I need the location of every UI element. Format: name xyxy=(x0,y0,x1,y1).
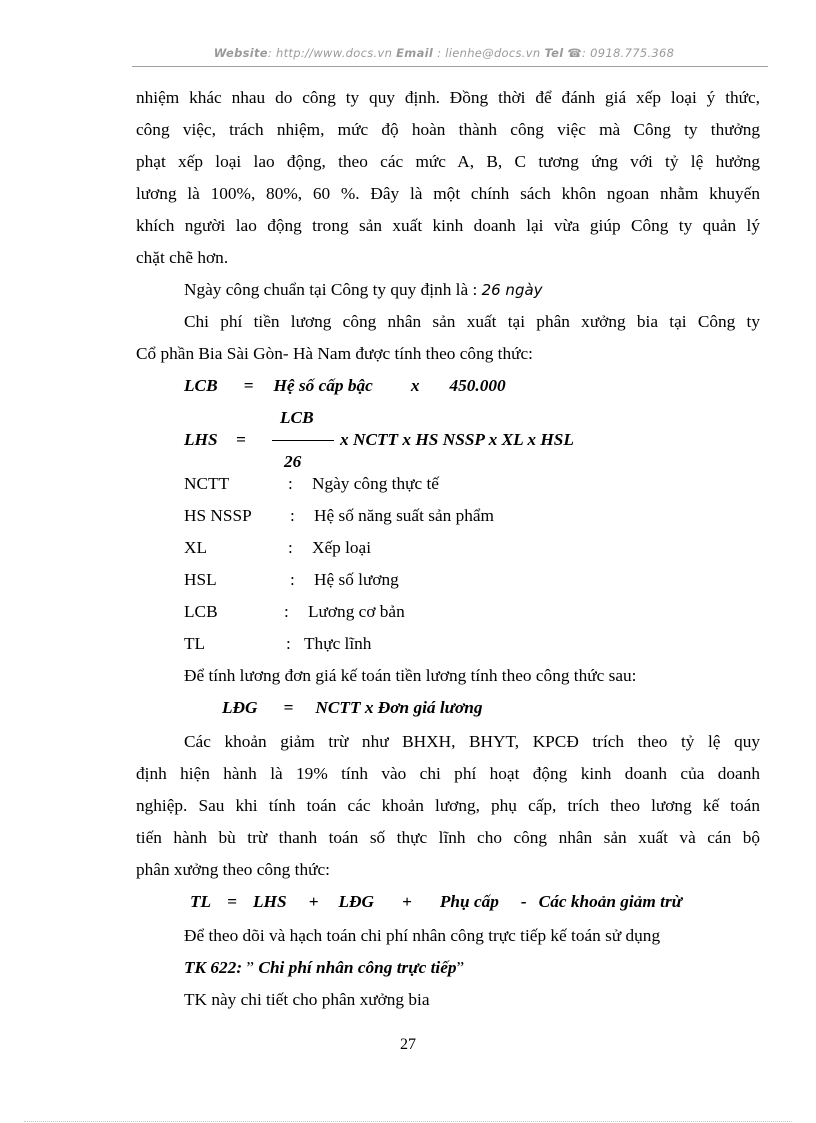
formula-ldg-eq: = xyxy=(283,698,294,717)
fraction-denominator: 26 xyxy=(284,452,302,471)
definition-row xyxy=(184,468,439,500)
formula-lcb xyxy=(184,370,506,402)
definition-key: XL xyxy=(184,538,208,557)
formula-tl xyxy=(190,886,682,918)
formula-tl-op3: - xyxy=(520,892,527,911)
formula-lhs-eq: = xyxy=(236,430,246,449)
definition-row xyxy=(184,564,399,596)
website-label: Website xyxy=(213,46,268,60)
definition-value: Xếp loại xyxy=(312,538,372,557)
definition-sep: : xyxy=(288,538,293,557)
formula-tl-lhs: TL xyxy=(190,892,212,911)
formula-lcb-lhs: LCB xyxy=(184,376,218,395)
definition-row xyxy=(184,596,405,628)
account-code: TK 622: xyxy=(184,958,243,977)
definition-sep: : xyxy=(290,506,295,525)
para2-line-1: Chi phí tiền lương công nhân sản xuất tại phân xưởng bia tại Công ty xyxy=(184,312,760,331)
account-name: Chi phí nhân công trực tiếp xyxy=(258,958,457,977)
fraction-bar xyxy=(272,440,334,441)
definition-row xyxy=(184,532,372,564)
para3-line: tiến hành bù trừ thanh toán số thực lĩnh cho công nhân sản xuất và cán bộ xyxy=(136,828,760,847)
para2-line-2: Cổ phần Bia Sài Gòn- Hà Nam được tính theo công thức: xyxy=(136,344,533,363)
para3-line: phân xưởng theo công thức: xyxy=(136,860,330,879)
para1-line: nhiệm khác nhau do công ty quy định. Đồng thời để đánh giá xếp loại ý thức, xyxy=(136,88,760,107)
para1-line: khích người lao động trong sản xuất kinh doanh lại vừa giúp Công ty quản lý xyxy=(136,216,760,235)
fraction-numerator: LCB xyxy=(280,408,314,427)
formula-tl-eq: = xyxy=(227,892,237,911)
account-open-quote: ” xyxy=(246,958,255,977)
header-rule xyxy=(132,66,768,67)
phone-icon: ☎ xyxy=(567,46,583,60)
page-number: 27 xyxy=(400,1036,416,1053)
para1-line: chặt chẽ hơn. xyxy=(136,248,229,267)
para1-line: phạt xếp loại lao động, theo các mức A, B, C tương ứng với tỷ lệ hưởng xyxy=(136,152,760,171)
website-value: : http://www.docs.vn xyxy=(267,46,393,60)
tel-label: Tel xyxy=(544,46,564,60)
standard-days-label: Ngày công chuẩn tại Công ty quy định là : xyxy=(184,280,478,299)
definition-value: Hệ số lương xyxy=(314,570,399,589)
definition-sep: : xyxy=(290,570,295,589)
para3-line: Các khoản giảm trừ như BHXH, BHYT, KPCĐ trích theo tỷ lệ quy xyxy=(184,732,760,751)
para3-line: nghiệp. Sau khi tính toán các khoản lương, phụ cấp, trích theo lương kế toán xyxy=(136,796,760,815)
formula-tl-op2: + xyxy=(401,892,412,911)
definition-key: HS NSSP xyxy=(184,506,252,525)
tracking-line: Để theo dõi và hạch toán chi phí nhân công trực tiếp kế toán sử dụng xyxy=(184,926,661,945)
formula-tl-term1: LHS xyxy=(252,892,287,911)
formula-tl-term3: Phụ cấp xyxy=(439,892,499,911)
definition-value: Lương cơ bản xyxy=(308,602,405,621)
account-line xyxy=(184,952,464,984)
definition-sep: : xyxy=(284,602,289,621)
definition-key: TL xyxy=(184,634,206,653)
standard-days-line xyxy=(184,274,543,306)
formula-tl-term4: Các khoản giảm trừ xyxy=(538,892,683,911)
para3-line: định hiện hành là 19% tính vào chi phí hoạt động kinh doanh của doanh xyxy=(136,764,760,783)
formula-ldg xyxy=(222,692,483,724)
definition-value: Ngày công thực tế xyxy=(312,474,439,493)
definition-key: HSL xyxy=(184,570,217,589)
definition-row xyxy=(184,628,372,660)
page-header xyxy=(120,46,768,60)
definition-key: NCTT xyxy=(184,474,230,493)
definition-value: Hệ số năng suất sản phẩm xyxy=(314,506,494,525)
formula-lhs-rest: x NCTT x HS NSSP x XL x HSL xyxy=(340,430,574,449)
para1-line: lương là 100%, 80%, 60 %. Đây là một chính sách khôn ngoan nhằm khuyến xyxy=(136,184,760,203)
para1-line: công việc, trách nhiệm, mức độ hoàn thành công việc mà Công ty thưởng xyxy=(136,120,760,139)
tel-value: : 0918.775.368 xyxy=(582,46,675,60)
formula-lcb-term: Hệ số cấp bậc xyxy=(273,376,373,395)
definition-sep: : xyxy=(286,634,291,653)
standard-days-value: 26 ngày xyxy=(481,281,543,299)
definition-key: LCB xyxy=(184,602,218,621)
email-label: Email xyxy=(396,46,434,60)
formula-ldg-lhs: LĐG xyxy=(222,698,258,717)
formula-tl-term2: LĐG xyxy=(338,892,374,911)
account-detail: TK này chi tiết cho phân xưởng bia xyxy=(184,990,430,1009)
account-close-quote: ” xyxy=(456,958,465,977)
formula-ldg-rhs: NCTT x Đơn giá lương xyxy=(315,698,483,717)
unit-price-intro: Để tính lương đơn giá kế toán tiền lương tính theo công thức sau: xyxy=(184,666,637,685)
page-bottom-border xyxy=(24,1121,792,1122)
definition-row xyxy=(184,500,494,532)
formula-tl-op1: + xyxy=(308,892,319,911)
definition-sep: : xyxy=(288,474,293,493)
definition-value: Thực lĩnh xyxy=(304,634,372,653)
formula-lcb-value: 450.000 xyxy=(449,376,506,395)
formula-lcb-eq: = xyxy=(243,376,254,395)
formula-lhs-lhs: LHS xyxy=(184,430,218,449)
formula-lcb-op: x xyxy=(410,376,420,395)
email-value: : lienhe@docs.vn xyxy=(437,46,541,60)
